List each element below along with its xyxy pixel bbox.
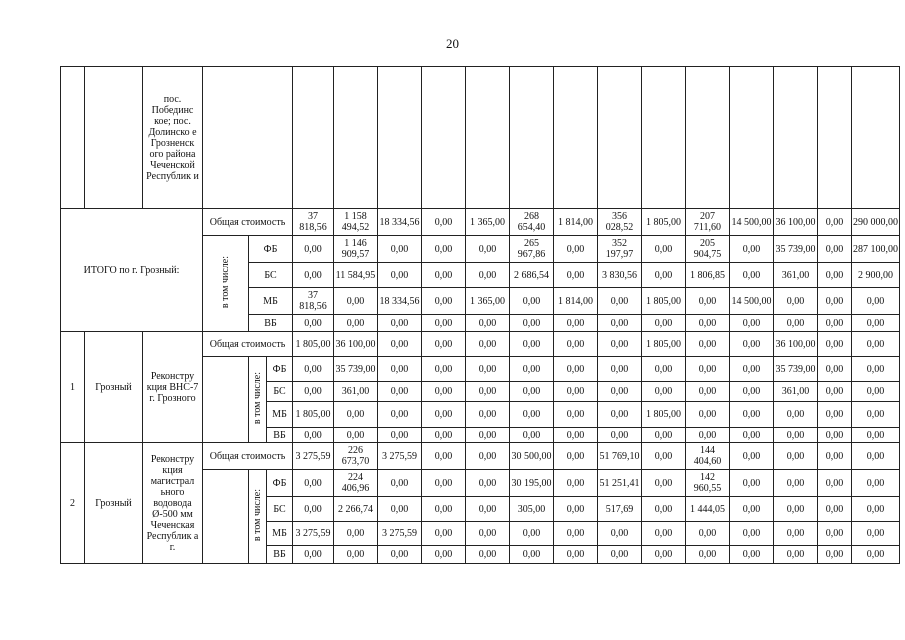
value-cell: 0,00 [422,382,466,402]
value-cell: 0,00 [293,497,334,522]
value-cell: 3 275,59 [378,522,422,546]
value-cell: 0,00 [818,315,852,332]
value-cell: 352 197,97 [598,236,642,263]
value-cell: 0,00 [378,546,422,564]
value-cell: 0,00 [818,236,852,263]
value-cell: 2 266,74 [334,497,378,522]
value-cell: 37 818,56 [293,209,334,236]
value-cell: 0,00 [466,357,510,382]
value-cell: 0,00 [378,402,422,428]
value-cell: 0,00 [598,332,642,357]
value-cell: 0,00 [378,263,422,288]
value-cell: 0,00 [852,288,900,315]
value-cell: 0,00 [686,546,730,564]
value-cell: 0,00 [422,209,466,236]
value-cell: 0,00 [818,470,852,497]
value-cell: 35 739,00 [774,236,818,263]
value-cell: 0,00 [378,332,422,357]
value-cell: 268 654,40 [510,209,554,236]
value-cell: 1 805,00 [293,332,334,357]
value-cell: 0,00 [554,382,598,402]
value-cell: 18 334,56 [378,209,422,236]
value-cell: 37 818,56 [293,288,334,315]
value-cell: 0,00 [510,382,554,402]
source-label: БС [267,382,293,402]
value-cell: 0,00 [686,332,730,357]
value-cell: 290 000,00 [852,209,900,236]
value-cell: 0,00 [378,470,422,497]
value-cell [686,67,730,209]
value-cell: 0,00 [642,522,686,546]
value-cell: 0,00 [510,428,554,443]
including-label-text: в том числе: [220,255,231,309]
value-cell: 1 805,00 [642,402,686,428]
value-cell: 0,00 [422,443,466,470]
value-cell: 0,00 [686,522,730,546]
value-cell: 0,00 [554,443,598,470]
project-row [61,332,900,357]
value-cell [466,67,510,209]
value-cell: 0,00 [598,522,642,546]
value-cell: 0,00 [852,443,900,470]
value-cell: 0,00 [818,382,852,402]
value-cell: 0,00 [730,546,774,564]
value-cell: 1 146 909,57 [334,236,378,263]
value-cell: 1 365,00 [466,288,510,315]
value-cell [422,67,466,209]
value-cell: 0,00 [642,497,686,522]
value-cell: 0,00 [422,357,466,382]
value-cell: 0,00 [466,443,510,470]
value-cell: 18 334,56 [378,288,422,315]
value-cell: 356 028,52 [598,209,642,236]
project-name: Реконстру кция ВНС-7 г. Грозного [143,332,203,443]
project-city: Грозный [85,332,143,443]
value-cell: 0,00 [686,428,730,443]
value-cell: 0,00 [510,288,554,315]
source-label: ФБ [267,470,293,497]
value-cell: 0,00 [378,428,422,443]
value-cell: 265 967,86 [510,236,554,263]
value-cell: 2 686,54 [510,263,554,288]
value-cell: 361,00 [774,263,818,288]
value-cell: 0,00 [818,546,852,564]
source-label: ВБ [249,315,293,332]
value-cell: 0,00 [554,263,598,288]
value-cell: 0,00 [510,522,554,546]
value-cell: 1 805,00 [642,332,686,357]
value-cell: 0,00 [466,470,510,497]
project-name: Реконстру кция магистрал ьного водовода Ø-500 мм Чеченская Республик а г. [143,443,203,564]
value-cell: 0,00 [686,315,730,332]
project-row [61,443,900,470]
value-cell: 0,00 [334,546,378,564]
project-num: 2 [61,443,85,564]
value-cell: 142 960,55 [686,470,730,497]
value-cell: 0,00 [642,546,686,564]
value-cell: 205 904,75 [686,236,730,263]
value-cell: 0,00 [598,382,642,402]
value-cell: 0,00 [422,428,466,443]
value-cell: 0,00 [852,428,900,443]
value-cell: 0,00 [686,288,730,315]
value-cell: 0,00 [730,263,774,288]
value-cell: 361,00 [334,382,378,402]
value-cell: 0,00 [510,332,554,357]
value-cell: 2 900,00 [852,263,900,288]
value-cell: 0,00 [686,402,730,428]
value-cell: 0,00 [422,263,466,288]
value-cell [510,67,554,209]
source-label: ФБ [267,357,293,382]
value-cell: 0,00 [422,546,466,564]
value-cell: 0,00 [554,546,598,564]
value-cell: 0,00 [510,546,554,564]
value-cell: 0,00 [818,443,852,470]
value-cell: 0,00 [422,332,466,357]
source-label: ФБ [249,236,293,263]
value-cell: 0,00 [378,382,422,402]
total-cost-label: Общая стоимость [203,443,293,470]
value-cell: 0,00 [730,332,774,357]
value-cell: 0,00 [422,522,466,546]
value-cell: 1 814,00 [554,209,598,236]
cell-city [85,67,143,209]
value-cell: 0,00 [852,332,900,357]
value-cell: 0,00 [730,357,774,382]
value-cell: 0,00 [466,546,510,564]
value-cell: 0,00 [554,236,598,263]
value-cell: 0,00 [422,402,466,428]
value-cell [642,67,686,209]
value-cell [378,67,422,209]
project-num: 1 [61,332,85,443]
continuation-text: пос. Побединс кое; пос. Долинско е Грозненск ого района Чеченской Республик и [143,67,203,209]
value-cell: 224 406,96 [334,470,378,497]
value-cell: 0,00 [466,522,510,546]
value-cell: 0,00 [774,497,818,522]
value-cell: 1 805,00 [293,402,334,428]
value-cell: 226 673,70 [334,443,378,470]
value-cell: 0,00 [293,428,334,443]
value-cell: 0,00 [818,402,852,428]
value-cell: 0,00 [510,402,554,428]
value-cell: 0,00 [334,522,378,546]
value-cell: 0,00 [466,236,510,263]
value-cell: 30 500,00 [510,443,554,470]
value-cell: 0,00 [642,443,686,470]
value-cell: 0,00 [510,357,554,382]
total-row [61,209,900,236]
value-cell: 207 711,60 [686,209,730,236]
value-cell: 0,00 [774,546,818,564]
value-cell [293,67,334,209]
value-cell: 0,00 [852,522,900,546]
value-cell: 0,00 [818,263,852,288]
value-cell: 51 769,10 [598,443,642,470]
value-cell: 0,00 [334,288,378,315]
value-cell: 1 158 494,52 [334,209,378,236]
cell-num [61,67,85,209]
page-number: 20 [446,36,459,51]
value-cell: 0,00 [730,443,774,470]
value-cell: 0,00 [466,315,510,332]
value-cell: 1 806,85 [686,263,730,288]
value-cell: 0,00 [852,357,900,382]
value-cell: 0,00 [818,357,852,382]
value-cell: 0,00 [730,470,774,497]
value-cell: 0,00 [642,315,686,332]
value-cell: 0,00 [378,497,422,522]
value-cell: 0,00 [642,382,686,402]
source-label: МБ [249,288,293,315]
value-cell: 0,00 [730,522,774,546]
value-cell: 0,00 [686,382,730,402]
value-cell: 0,00 [774,428,818,443]
value-cell: 0,00 [730,236,774,263]
value-cell: 3 830,56 [598,263,642,288]
including-label [203,236,249,332]
value-cell: 0,00 [730,315,774,332]
value-cell: 14 500,00 [730,288,774,315]
value-cell: 0,00 [686,357,730,382]
value-cell: 0,00 [334,315,378,332]
value-cell: 0,00 [422,470,466,497]
value-cell: 0,00 [422,497,466,522]
value-cell: 0,00 [852,402,900,428]
value-cell: 0,00 [818,209,852,236]
cell-blank [203,470,249,564]
value-cell: 0,00 [818,497,852,522]
value-cell: 0,00 [852,315,900,332]
value-cell: 1 805,00 [642,288,686,315]
value-cell: 0,00 [554,315,598,332]
value-cell: 0,00 [293,382,334,402]
value-cell: 36 100,00 [334,332,378,357]
including-label [249,470,267,564]
value-cell: 0,00 [554,497,598,522]
value-cell: 0,00 [554,470,598,497]
value-cell: 0,00 [293,315,334,332]
value-cell: 0,00 [774,288,818,315]
value-cell: 11 584,95 [334,263,378,288]
value-cell: 0,00 [554,402,598,428]
value-cell: 3 275,59 [378,443,422,470]
value-cell: 36 100,00 [774,332,818,357]
value-cell: 0,00 [466,402,510,428]
value-cell: 0,00 [598,546,642,564]
value-cell: 0,00 [598,315,642,332]
value-cell: 0,00 [818,522,852,546]
value-cell: 36 100,00 [774,209,818,236]
value-cell: 0,00 [774,315,818,332]
value-cell: 0,00 [510,315,554,332]
value-cell: 0,00 [774,470,818,497]
value-cell: 0,00 [334,402,378,428]
value-cell: 0,00 [774,443,818,470]
value-cell: 0,00 [334,428,378,443]
value-cell: 144 404,60 [686,443,730,470]
value-cell [774,67,818,209]
value-cell: 0,00 [730,497,774,522]
value-cell: 1 365,00 [466,209,510,236]
value-cell: 0,00 [642,263,686,288]
source-label: МБ [267,522,293,546]
value-cell: 1 805,00 [642,209,686,236]
value-cell: 0,00 [554,522,598,546]
value-cell: 0,00 [378,357,422,382]
value-cell [334,67,378,209]
source-label: БС [249,263,293,288]
total-title: ИТОГО по г. Грозный: [61,209,203,332]
continuation-row [61,67,900,209]
value-cell: 0,00 [466,497,510,522]
value-cell: 287 100,00 [852,236,900,263]
value-cell: 0,00 [554,428,598,443]
value-cell: 0,00 [554,332,598,357]
value-cell: 361,00 [774,382,818,402]
value-cell: 35 739,00 [334,357,378,382]
value-cell: 0,00 [293,357,334,382]
value-cell: 0,00 [852,546,900,564]
value-cell [598,67,642,209]
value-cell [730,67,774,209]
value-cell: 0,00 [598,288,642,315]
value-cell: 0,00 [554,357,598,382]
value-cell [852,67,900,209]
value-cell: 0,00 [293,263,334,288]
value-cell: 0,00 [378,236,422,263]
value-cell: 0,00 [378,315,422,332]
value-cell: 0,00 [422,315,466,332]
value-cell: 517,69 [598,497,642,522]
value-cell: 0,00 [598,357,642,382]
value-cell: 0,00 [598,402,642,428]
value-cell: 0,00 [818,428,852,443]
value-cell: 0,00 [730,428,774,443]
value-cell: 14 500,00 [730,209,774,236]
value-cell: 0,00 [818,332,852,357]
value-cell: 0,00 [422,236,466,263]
budget-table [60,66,900,564]
value-cell: 0,00 [422,288,466,315]
total-cost-label: Общая стоимость [203,209,293,236]
value-cell [818,67,852,209]
value-cell: 35 739,00 [774,357,818,382]
including-label-text: в том числе: [252,371,263,425]
source-label: ВБ [267,428,293,443]
value-cell: 0,00 [642,470,686,497]
project-city: Грозный [85,443,143,564]
value-cell: 30 195,00 [510,470,554,497]
value-cell: 0,00 [293,470,334,497]
value-cell: 0,00 [598,428,642,443]
value-cell: 0,00 [852,470,900,497]
value-cell [554,67,598,209]
value-cell: 0,00 [852,382,900,402]
value-cell: 1 814,00 [554,288,598,315]
including-label [249,357,267,443]
value-cell: 3 275,59 [293,522,334,546]
value-cell: 0,00 [730,382,774,402]
value-cell: 0,00 [730,402,774,428]
source-label: МБ [267,402,293,428]
total-cost-label: Общая стоимость [203,332,293,357]
cell-blank [203,357,249,443]
value-cell: 51 251,41 [598,470,642,497]
value-cell: 0,00 [818,288,852,315]
value-cell: 3 275,59 [293,443,334,470]
including-label-text: в том числе: [252,488,263,542]
value-cell: 0,00 [852,497,900,522]
value-cell: 0,00 [642,357,686,382]
source-label: БС [267,497,293,522]
value-cell: 0,00 [466,263,510,288]
cell-blank [203,67,293,209]
value-cell: 0,00 [466,382,510,402]
value-cell: 0,00 [774,522,818,546]
value-cell: 0,00 [642,428,686,443]
value-cell: 0,00 [466,332,510,357]
source-label: ВБ [267,546,293,564]
value-cell: 1 444,05 [686,497,730,522]
value-cell: 0,00 [642,236,686,263]
value-cell: 0,00 [774,402,818,428]
value-cell: 305,00 [510,497,554,522]
value-cell: 0,00 [293,546,334,564]
value-cell: 0,00 [293,236,334,263]
value-cell: 0,00 [466,428,510,443]
